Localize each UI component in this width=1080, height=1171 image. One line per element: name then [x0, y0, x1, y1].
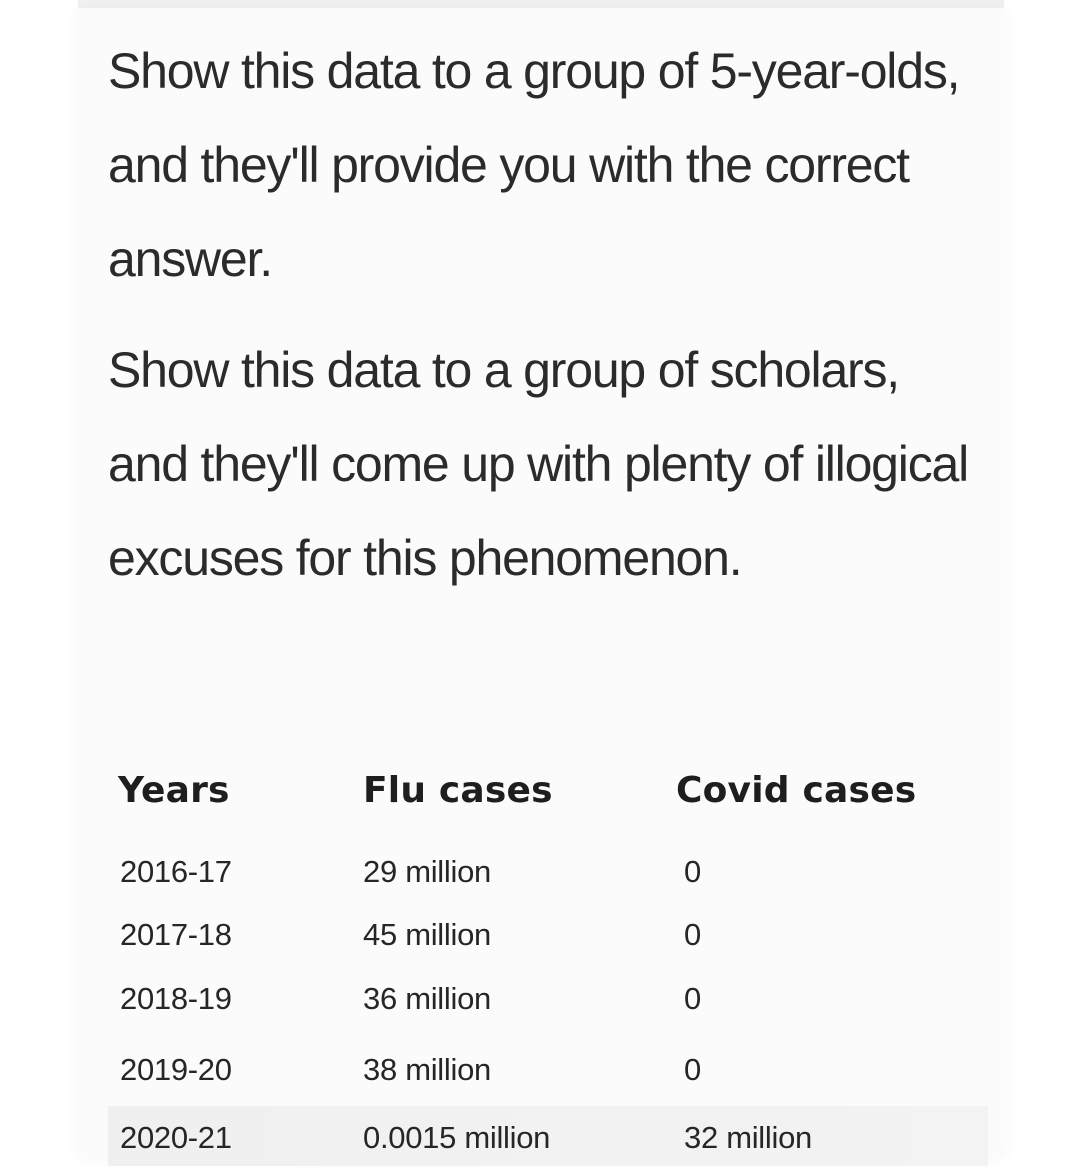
covid-cell: 0	[684, 854, 701, 889]
year-cell: 2016-17	[120, 854, 232, 889]
year-cell: 2020-21	[120, 1120, 232, 1155]
flu-cell: 36 million	[363, 981, 491, 1016]
covid-cell: 32 million	[684, 1120, 812, 1155]
second-paragraph: Show this data to a group of scholars, and they'll come up with plenty of illogical excuses for this phenomenon.	[108, 342, 969, 586]
flu-cell: 45 million	[363, 917, 491, 952]
year-cell: 2017-18	[120, 917, 232, 952]
flu-cell: 0.0015 million	[363, 1120, 551, 1155]
header-years: Years	[118, 770, 230, 811]
table-row	[108, 840, 988, 900]
covid-cell: 0	[684, 981, 701, 1016]
header-flu-cases: Flu cases	[363, 770, 553, 811]
table-row	[108, 1038, 988, 1098]
flu-cell: 29 million	[363, 854, 491, 889]
covid-cell: 0	[684, 1052, 701, 1087]
intro-paragraph: Show this data to a group of 5-year-olds, and they'll provide you with the correct answer.	[108, 43, 960, 287]
year-cell: 2018-19	[120, 981, 232, 1016]
table-row	[108, 1106, 988, 1166]
table-row	[108, 967, 988, 1027]
flu-cell: 38 million	[363, 1052, 491, 1087]
header-covid-cases: Covid cases	[676, 770, 917, 811]
year-cell: 2019-20	[120, 1052, 232, 1087]
covid-cell: 0	[684, 917, 701, 952]
table-row	[108, 903, 988, 963]
